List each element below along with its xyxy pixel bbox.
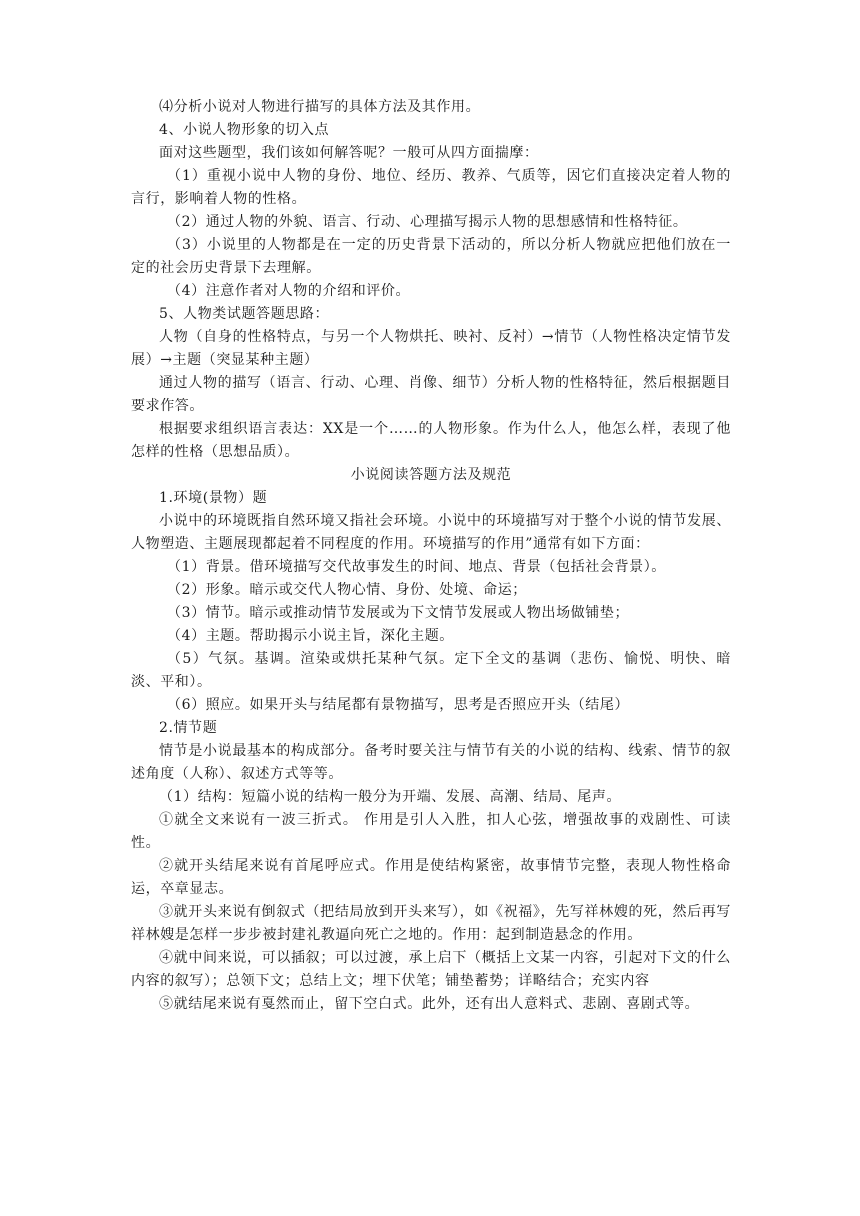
paragraph: 人物（自身的性格特点，与另一个人物烘托、映衬、反衬）→情节（人物性格决定情节发展）→主题（突显某种主题） (131, 329, 731, 368)
paragraph: （4）注意作者对人物的介绍和评价。 (167, 283, 411, 299)
paragraph: （5）气氛。基调。渲染或烘托某种气氛。定下全文的基调（悲伤、愉悦、明快、暗淡、平和）。 (131, 651, 731, 690)
paragraph: 1.环境(景物）题 (159, 490, 268, 506)
paragraph: 根据要求组织语言表达：XX是一个……的人物形象。作为什么人，他怎么样，表现了他怎样的性格（思想品质）。 (131, 421, 731, 460)
paragraph: 通过人物的描写（语言、行动、心理、肖像、细节）分析人物的性格特征，然后根据题目要求作答。 (131, 375, 731, 414)
paragraph: （2）形象。暗示或交代人物心情、身份、处境、命运； (167, 582, 527, 598)
document-body (131, 96, 731, 1016)
paragraph: （6）照应。如果开头与结尾都有景物描写，思考是否照应开头（结尾） (167, 697, 630, 713)
paragraph: （4）主题。帮助揭示小说主旨，深化主题。 (167, 628, 454, 644)
paragraph: （1）结构：短篇小说的结构一般分为开端、发展、高潮、结局、尾声。 (159, 789, 622, 805)
paragraph: ①就全文来说有一波三折式。 作用是引人入胜，扣人心弦，增强故事的戏剧性、可读性。 (131, 812, 731, 851)
paragraph: 2.情节题 (159, 720, 218, 736)
paragraph: 情节是小说最基本的构成部分。备考时要关注与情节有关的小说的结构、线索、情节的叙述角度（人称）、叙述方式等等。 (131, 743, 731, 782)
paragraph: 小说中的环境既指自然环境又指社会环境。小说中的环境描写对于整个小说的情节发展、人物塑造、主题展现都起着不同程度的作用。环境描写的作用”通常有如下方面： (131, 513, 731, 552)
section-heading: 小说阅读答题方法及规范 (350, 467, 512, 483)
paragraph: ⑷分析小说对人物进行描写的具体方法及其作用。 (159, 99, 481, 115)
paragraph: ②就开头结尾来说有首尾呼应式。作用是使结构紧密，故事情节完整，表现人物性格命运，卒章显志。 (131, 858, 731, 897)
paragraph: （3）小说里的人物都是在一定的历史背景下活动的，所以分析人物就应把他们放在一定的社会历史背景下去理解。 (131, 237, 731, 276)
paragraph: 面对这些题型，我们该如何解答呢？一般可从四方面揣摩： (159, 145, 539, 161)
paragraph: ③就开头来说有倒叙式（把结局放到开头来写），如《祝福》，先写祥林嫂的死，然后再写祥林嫂是怎样一步步被封建礼教逼向死亡之地的。作用：起到制造悬念的作用。 (131, 904, 731, 943)
paragraph: （3）情节。暗示或推动情节发展或为下文情节发展或人物出场做铺垫； (167, 605, 630, 621)
paragraph: （2）通过人物的外貌、语言、行动、心理描写揭示人物的思想感情和性格特征。 (167, 214, 688, 230)
paragraph: （1）重视小说中人物的身份、地位、经历、教养、气质等，因它们直接决定着人物的言行，影响着人物的性格。 (131, 168, 731, 207)
paragraph: 5、人物类试题答题思路： (159, 306, 330, 322)
paragraph: ④就中间来说，可以插叙；可以过渡，承上启下（概括上文某一内容，引起对下文的什么内容的叙写）；总领下文；总结上文；埋下伏笔；铺垫蓄势；详略结合；充实内容 (131, 950, 731, 989)
paragraph: ⑤就结尾来说有戛然而止，留下空白式。此外，还有出人意料式、悲剧、喜剧式等。 (159, 996, 700, 1012)
paragraph: 4、小说人物形象的切入点 (159, 122, 330, 138)
paragraph: （1）背景。借环境描写交代故事发生的时间、地点、背景（包括社会背景）。 (167, 559, 666, 575)
